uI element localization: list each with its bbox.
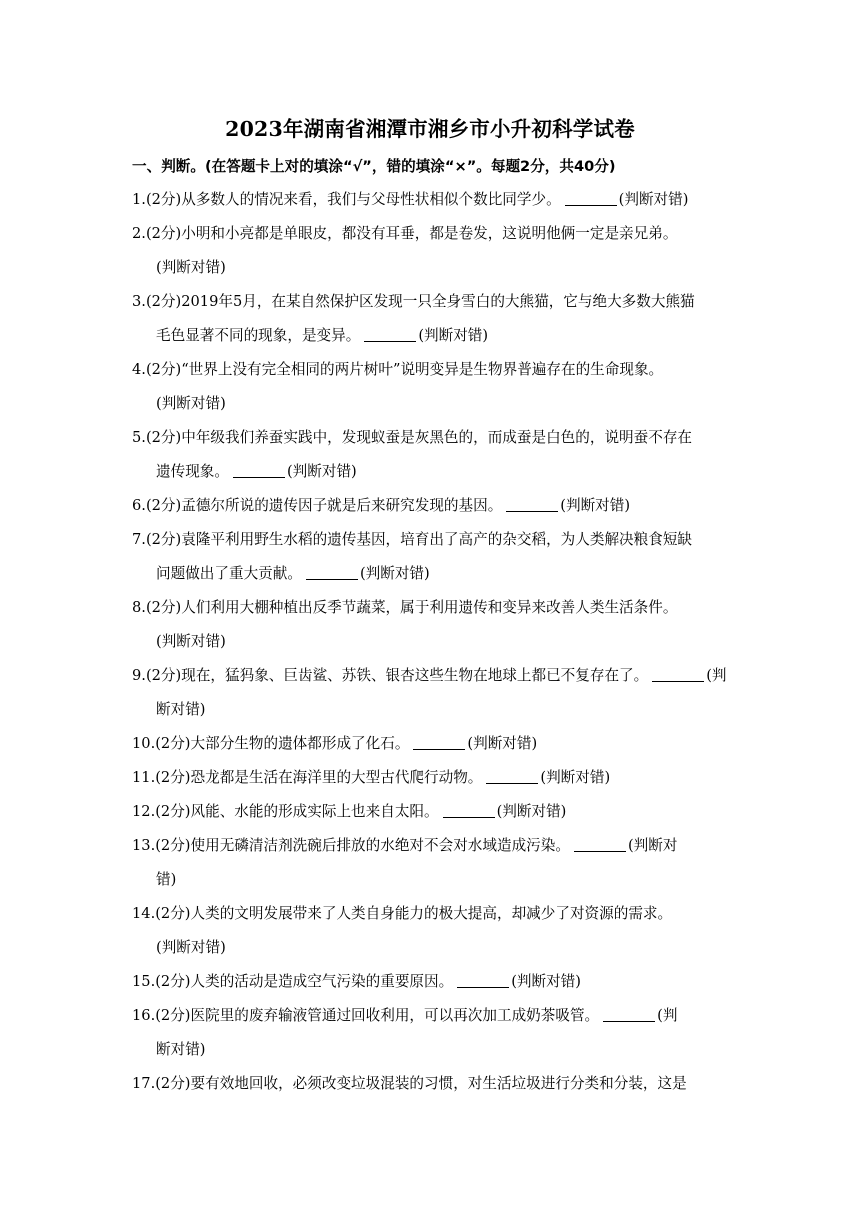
question-13 — [132, 836, 677, 856]
answer-blank[interactable] — [565, 191, 617, 206]
answer-hint: (判断对错) — [156, 395, 226, 412]
question-score: (2分) — [145, 225, 182, 242]
question-score: (2分) — [155, 1075, 191, 1092]
question-score: (2分) — [155, 803, 191, 820]
question-10 — [132, 734, 537, 754]
question-text: 恐龙都是生活在海洋里的大型古代爬行动物。 — [190, 769, 483, 786]
question-number: 8. — [132, 599, 146, 616]
question-text: 要有效地回收，必须改变垃圾混装的习惯，对生活垃圾进行分类和分装，这是 — [190, 1075, 687, 1092]
answer-hint: (判断对错) — [467, 735, 538, 752]
question-text: 孟德尔所说的遗传因子就是后来研究发现的基因。 — [181, 497, 503, 514]
question-score: (2分) — [145, 293, 182, 310]
question-text: 中年级我们养蚕实践中，发现蚁蚕是灰黑色的，而成蚕是白色的，说明蚕不存在 — [181, 429, 693, 446]
question-number: 5. — [132, 429, 146, 446]
question-number: 2. — [132, 225, 146, 242]
question-text: 毛色显著不同的现象，是变异。 — [156, 327, 361, 344]
question-number: 16. — [132, 1007, 156, 1024]
question-16 — [132, 1006, 677, 1026]
question-14-cont — [156, 938, 226, 958]
question-score: (2分) — [155, 973, 191, 990]
question-score: (2分) — [155, 769, 191, 786]
answer-hint: (判断对错) — [511, 973, 581, 990]
question-14 — [132, 904, 672, 924]
question-1 — [132, 190, 688, 210]
answer-hint: (判断对错) — [286, 463, 357, 480]
question-2-cont — [156, 258, 226, 278]
answer-blank[interactable] — [486, 769, 538, 784]
answer-blank[interactable] — [364, 327, 416, 342]
question-number: 7. — [132, 531, 146, 548]
answer-blank[interactable] — [457, 973, 509, 988]
answer-hint: (判 — [657, 1007, 678, 1024]
question-score: (2分) — [145, 531, 182, 548]
question-score: (2分) — [155, 905, 191, 922]
answer-hint: (判断对错) — [156, 633, 226, 650]
question-score: (2分) — [145, 361, 182, 378]
question-score: (2分) — [145, 599, 182, 616]
question-number: 17. — [132, 1075, 156, 1092]
question-score: (2分) — [145, 497, 182, 514]
question-9 — [132, 666, 727, 686]
question-5-cont — [156, 462, 357, 482]
question-number: 6. — [132, 497, 146, 514]
answer-blank[interactable] — [306, 565, 358, 580]
question-text: 人类的文明发展带来了人类自身能力的极大提高，却减少了对资源的需求。 — [190, 905, 673, 922]
question-score: (2分) — [145, 191, 182, 208]
question-6 — [132, 496, 630, 516]
answer-hint: (判断对错) — [359, 565, 430, 582]
answer-hint: (判断对错) — [540, 769, 611, 786]
answer-blank[interactable] — [652, 667, 704, 682]
question-5 — [132, 428, 692, 448]
question-score: (2分) — [155, 837, 191, 854]
question-15 — [132, 972, 581, 992]
answer-hint: (判断对错) — [496, 803, 567, 820]
question-text: 从多数人的情况来看，我们与父母性状相似个数比同学少。 — [181, 191, 561, 208]
question-8-cont — [156, 632, 226, 652]
page-title: 2023年湖南省湘潭市湘乡市小升初科学试卷 — [225, 117, 635, 141]
question-text: 人类的活动是造成空气污染的重要原因。 — [190, 973, 454, 990]
question-17 — [132, 1074, 687, 1094]
answer-blank[interactable] — [574, 837, 626, 852]
question-2 — [132, 224, 677, 244]
question-number: 12. — [132, 803, 156, 820]
answer-blank[interactable] — [233, 463, 285, 478]
answer-blank[interactable] — [506, 497, 558, 512]
question-number: 11. — [132, 769, 156, 786]
answer-hint: 断对错) — [156, 1041, 206, 1058]
answer-hint: 断对错) — [156, 701, 206, 718]
question-text: 遗传现象。 — [156, 463, 229, 480]
question-number: 4. — [132, 361, 146, 378]
answer-hint: (判断对 — [627, 837, 678, 854]
question-12 — [132, 802, 566, 822]
question-8 — [132, 598, 677, 618]
question-number: 3. — [132, 293, 146, 310]
question-text: 大部分生物的遗体都形成了化石。 — [190, 735, 410, 752]
question-text: 使用无磷清洁剂洗碗后排放的水绝对不会对水域造成污染。 — [190, 837, 570, 854]
question-text: 问题做出了重大贡献。 — [156, 565, 302, 582]
answer-blank[interactable] — [443, 803, 495, 818]
answer-hint: (判断对错) — [156, 259, 226, 276]
question-number: 13. — [132, 837, 156, 854]
question-score: (2分) — [145, 429, 182, 446]
question-4-cont — [156, 394, 226, 414]
question-7 — [132, 530, 692, 550]
answer-hint: (判断对错) — [156, 939, 226, 956]
answer-hint: (判断对错) — [560, 497, 631, 514]
answer-blank[interactable] — [413, 735, 465, 750]
question-7-cont — [156, 564, 430, 584]
question-text: 现在，猛犸象、巨齿鲨、苏铁、银杏这些生物在地球上都已不复存在了。 — [181, 667, 649, 684]
question-number: 9. — [132, 667, 146, 684]
question-text: 人们利用大棚种植出反季节蔬菜，属于利用遗传和变异来改善人类生活条件。 — [181, 599, 678, 616]
section-header: 一、判断。(在答题卡上对的填涂“√”，错的填涂“×”。每题2分，共40分) — [132, 158, 616, 175]
question-text: 2019年5月，在某自然保护区发现一只全身雪白的大熊猫，它与绝大多数大熊猫 — [181, 293, 695, 310]
question-16-cont — [156, 1040, 205, 1060]
question-number: 14. — [132, 905, 156, 922]
question-13-cont — [156, 870, 176, 890]
answer-blank[interactable] — [603, 1007, 655, 1022]
question-score: (2分) — [155, 1007, 191, 1024]
question-text: 袁隆平利用野生水稻的遗传基因，培育出了高产的杂交稻，为人类解决粮食短缺 — [181, 531, 693, 548]
answer-hint: 错) — [156, 871, 177, 888]
answer-hint: (判 — [706, 667, 727, 684]
question-text: 医院里的废弃输液管通过回收利用，可以再次加工成奶茶吸管。 — [190, 1007, 600, 1024]
question-number: 10. — [132, 735, 156, 752]
answer-hint: (判断对错) — [418, 327, 489, 344]
question-3-cont — [156, 326, 488, 346]
question-number: 1. — [132, 191, 146, 208]
answer-hint: (判断对错) — [618, 191, 689, 208]
question-11 — [132, 768, 610, 788]
question-score: (2分) — [145, 667, 182, 684]
question-number: 15. — [132, 973, 156, 990]
question-text: “世界上没有完全相同的两片树叶”说明变异是生物界普遍存在的生命现象。 — [181, 361, 664, 378]
question-3 — [132, 292, 695, 312]
question-score: (2分) — [155, 735, 191, 752]
question-4 — [132, 360, 663, 380]
question-9-cont — [156, 700, 205, 720]
question-text: 小明和小亮都是单眼皮，都没有耳垂，都是卷发，这说明他俩一定是亲兄弟。 — [181, 225, 678, 242]
question-text: 风能、水能的形成实际上也来自太阳。 — [190, 803, 439, 820]
